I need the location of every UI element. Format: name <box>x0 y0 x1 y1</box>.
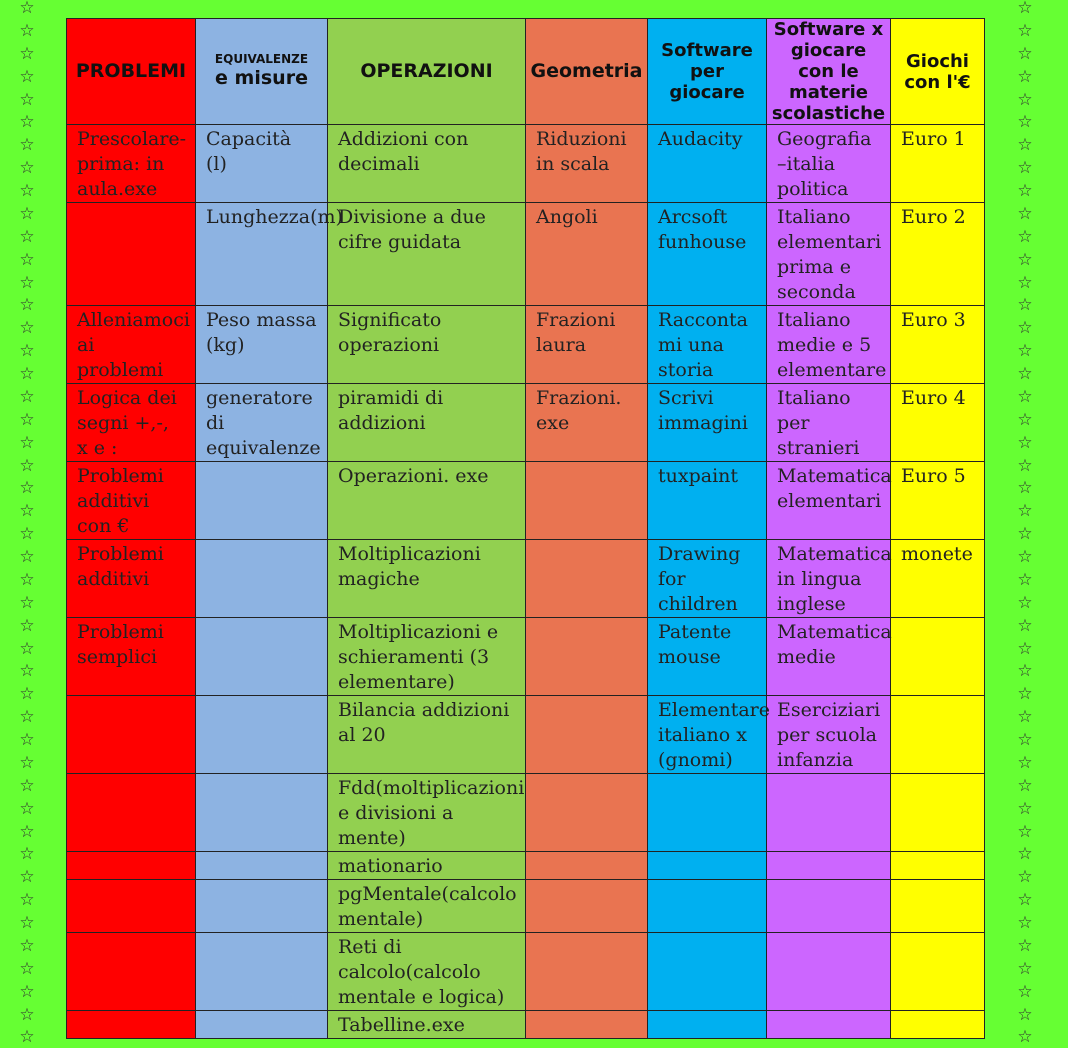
cell-operazioni: Reti di calcolo(calcolo mentale e logica) <box>328 933 526 1011</box>
cell-operazioni: Tabelline.exe <box>328 1011 526 1039</box>
cell-problemi <box>67 774 196 852</box>
cell-software-materie: Geografia –italia politica <box>767 125 891 203</box>
star-icon: ☆ <box>1017 386 1033 407</box>
star-icon: ☆ <box>1017 638 1033 659</box>
cell-geometria <box>526 774 648 852</box>
star-icon: ☆ <box>1017 20 1033 41</box>
star-icon: ☆ <box>19 638 35 659</box>
cell-software-materie: Italiano elementari prima e seconda <box>767 203 891 306</box>
star-icon: ☆ <box>1017 661 1033 682</box>
star-icon: ☆ <box>19 524 35 545</box>
star-icon: ☆ <box>1017 203 1033 224</box>
star-icon: ☆ <box>1017 455 1033 476</box>
cell-problemi: Problemi semplici <box>67 618 196 696</box>
star-icon: ☆ <box>1017 226 1033 247</box>
cell-geometria: Frazioni. exe <box>526 384 648 462</box>
star-icon: ☆ <box>1017 272 1033 293</box>
star-icon: ☆ <box>19 272 35 293</box>
cell-software-giocare: Arcsoft funhouse <box>648 203 767 306</box>
cell-equivalenze: Lunghezza(m) <box>196 203 328 306</box>
cell-software-materie <box>767 1011 891 1039</box>
star-icon: ☆ <box>19 0 35 18</box>
cell-geometria: Riduzioni in scala <box>526 125 648 203</box>
cell-equivalenze <box>196 462 328 540</box>
cell-problemi <box>67 852 196 880</box>
star-icon: ☆ <box>1017 592 1033 613</box>
star-icon: ☆ <box>1017 432 1033 453</box>
star-icon: ☆ <box>1017 43 1033 64</box>
star-icon: ☆ <box>1017 569 1033 590</box>
cell-operazioni: Significato operazioni <box>328 306 526 384</box>
cell-geometria <box>526 696 648 774</box>
star-icon: ☆ <box>1017 730 1033 750</box>
cell-equivalenze <box>196 933 328 1011</box>
header-operazioni: OPERAZIONI <box>328 19 526 125</box>
cell-equivalenze <box>196 618 328 696</box>
star-icon: ☆ <box>19 1004 35 1025</box>
cell-software-giocare <box>648 852 767 880</box>
cell-giochi-euro: Euro 1 <box>891 125 985 203</box>
cell-giochi-euro <box>891 933 985 1011</box>
header-equivalenze-bottom: e misure <box>215 67 308 89</box>
header-software-giocare: Software per giocare <box>648 19 767 125</box>
star-icon: ☆ <box>19 821 35 842</box>
star-icon: ☆ <box>19 43 35 64</box>
table-row <box>67 306 985 384</box>
cell-giochi-euro: Euro 2 <box>891 203 985 306</box>
star-icon: ☆ <box>1017 890 1033 911</box>
star-icon: ☆ <box>19 707 35 728</box>
star-icon: ☆ <box>19 501 35 522</box>
table-row <box>67 203 985 306</box>
right-star-border <box>1010 0 1040 1048</box>
star-icon: ☆ <box>1017 249 1033 270</box>
table-row <box>67 540 985 618</box>
star-icon: ☆ <box>1017 112 1033 133</box>
cell-software-giocare <box>648 933 767 1011</box>
star-icon: ☆ <box>1017 66 1033 87</box>
table-row <box>67 462 985 540</box>
cell-giochi-euro <box>891 618 985 696</box>
star-icon: ☆ <box>19 775 35 796</box>
star-icon: ☆ <box>19 981 35 1002</box>
header-giochi-euro: Giochi con l'€ <box>891 19 985 125</box>
star-icon: ☆ <box>19 226 35 247</box>
star-icon: ☆ <box>19 798 35 819</box>
star-icon: ☆ <box>1017 547 1033 567</box>
cell-software-giocare: Patente mouse <box>648 618 767 696</box>
cell-giochi-euro: monete <box>891 540 985 618</box>
cell-giochi-euro: Euro 3 <box>891 306 985 384</box>
table-row <box>67 852 985 880</box>
cell-problemi: Logica dei segni +,-, x e : <box>67 384 196 462</box>
cell-equivalenze: Capacità (l) <box>196 125 328 203</box>
star-icon: ☆ <box>1017 615 1033 636</box>
star-icon: ☆ <box>1017 981 1033 1002</box>
star-icon: ☆ <box>19 935 35 956</box>
cell-software-materie <box>767 852 891 880</box>
cell-software-giocare: Elementare italiano x (gnomi) <box>648 696 767 774</box>
star-icon: ☆ <box>1017 798 1033 819</box>
table-row <box>67 880 985 933</box>
header-problemi: PROBLEMI <box>67 19 196 125</box>
left-star-border <box>12 0 42 1048</box>
star-icon: ☆ <box>19 249 35 270</box>
star-icon: ☆ <box>1017 364 1033 384</box>
cell-software-materie: Matematica medie <box>767 618 891 696</box>
star-icon: ☆ <box>19 386 35 407</box>
star-icon: ☆ <box>1017 341 1033 362</box>
cell-operazioni: Operazioni. exe <box>328 462 526 540</box>
star-icon: ☆ <box>19 913 35 933</box>
star-icon: ☆ <box>19 66 35 87</box>
star-icon: ☆ <box>19 547 35 567</box>
cell-software-giocare <box>648 1011 767 1039</box>
star-icon: ☆ <box>1017 935 1033 956</box>
star-icon: ☆ <box>19 112 35 133</box>
table-row <box>67 933 985 1011</box>
cell-geometria: Angoli <box>526 203 648 306</box>
cell-equivalenze <box>196 774 328 852</box>
star-icon: ☆ <box>19 569 35 590</box>
cell-giochi-euro <box>891 880 985 933</box>
cell-problemi <box>67 933 196 1011</box>
cell-software-materie: Matematica in lingua inglese <box>767 540 891 618</box>
cell-software-materie: Matematica elementari <box>767 462 891 540</box>
star-icon: ☆ <box>19 409 35 430</box>
cell-operazioni: Moltiplicazioni magiche <box>328 540 526 618</box>
header-row <box>67 19 985 125</box>
star-icon: ☆ <box>1017 501 1033 522</box>
star-icon: ☆ <box>1017 0 1033 18</box>
star-icon: ☆ <box>19 1027 35 1048</box>
cell-problemi <box>67 696 196 774</box>
cell-problemi: Problemi additivi con € <box>67 462 196 540</box>
star-icon: ☆ <box>1017 478 1033 499</box>
star-icon: ☆ <box>1017 524 1033 545</box>
table-row <box>67 1011 985 1039</box>
cell-software-giocare <box>648 880 767 933</box>
star-icon: ☆ <box>1017 844 1033 865</box>
cell-equivalenze: generatore di equivalenze <box>196 384 328 462</box>
cell-equivalenze <box>196 852 328 880</box>
star-icon: ☆ <box>19 432 35 453</box>
cell-problemi <box>67 203 196 306</box>
star-icon: ☆ <box>19 615 35 636</box>
cell-geometria <box>526 1011 648 1039</box>
cell-software-materie <box>767 880 891 933</box>
cell-problemi <box>67 880 196 933</box>
cell-geometria <box>526 462 648 540</box>
star-icon: ☆ <box>19 455 35 476</box>
cell-operazioni: pgMentale(calcolo mentale) <box>328 880 526 933</box>
cell-problemi <box>67 1011 196 1039</box>
star-icon: ☆ <box>1017 158 1033 179</box>
star-icon: ☆ <box>1017 821 1033 842</box>
star-icon: ☆ <box>1017 913 1033 933</box>
cell-giochi-euro: Euro 4 <box>891 384 985 462</box>
cell-geometria <box>526 540 648 618</box>
star-icon: ☆ <box>19 364 35 384</box>
star-icon: ☆ <box>19 890 35 911</box>
cell-operazioni: Divisione a due cifre guidata <box>328 203 526 306</box>
star-icon: ☆ <box>19 684 35 705</box>
star-icon: ☆ <box>1017 318 1033 339</box>
cell-giochi-euro: Euro 5 <box>891 462 985 540</box>
cell-equivalenze <box>196 1011 328 1039</box>
star-icon: ☆ <box>19 158 35 179</box>
cell-operazioni: piramidi di addizioni <box>328 384 526 462</box>
star-icon: ☆ <box>19 181 35 201</box>
star-icon: ☆ <box>1017 295 1033 316</box>
star-icon: ☆ <box>1017 707 1033 728</box>
star-icon: ☆ <box>19 592 35 613</box>
star-icon: ☆ <box>1017 409 1033 430</box>
cell-equivalenze <box>196 696 328 774</box>
header-equivalenze-top: EQUIVALENZE <box>214 52 309 66</box>
cell-geometria <box>526 618 648 696</box>
cell-geometria <box>526 852 648 880</box>
cell-giochi-euro <box>891 852 985 880</box>
star-icon: ☆ <box>1017 135 1033 156</box>
star-icon: ☆ <box>19 89 35 110</box>
table-row <box>67 125 985 203</box>
cell-software-materie: Italiano medie e 5 elementare <box>767 306 891 384</box>
header-equivalenze <box>196 19 328 125</box>
star-icon: ☆ <box>1017 752 1033 773</box>
cell-problemi: Prescolare-prima: in aula.exe <box>67 125 196 203</box>
cell-equivalenze: Peso massa (kg) <box>196 306 328 384</box>
star-icon: ☆ <box>19 661 35 682</box>
star-icon: ☆ <box>19 20 35 41</box>
cell-operazioni: mationario <box>328 852 526 880</box>
cell-operazioni: Addizioni con decimali <box>328 125 526 203</box>
star-icon: ☆ <box>1017 1027 1033 1048</box>
cell-software-giocare: tuxpaint <box>648 462 767 540</box>
cell-software-materie <box>767 774 891 852</box>
cell-geometria: Frazioni laura <box>526 306 648 384</box>
header-geometria: Geometria <box>526 19 648 125</box>
cell-giochi-euro <box>891 774 985 852</box>
cell-software-giocare: Racconta mi una storia <box>648 306 767 384</box>
table-row <box>67 696 985 774</box>
star-icon: ☆ <box>19 478 35 499</box>
star-icon: ☆ <box>19 958 35 979</box>
star-icon: ☆ <box>19 867 35 888</box>
table-row <box>67 774 985 852</box>
star-icon: ☆ <box>1017 1004 1033 1025</box>
star-icon: ☆ <box>1017 775 1033 796</box>
star-icon: ☆ <box>19 203 35 224</box>
cell-giochi-euro <box>891 1011 985 1039</box>
star-icon: ☆ <box>1017 958 1033 979</box>
cell-geometria <box>526 880 648 933</box>
software-table <box>66 18 985 1039</box>
header-software-materie: Software x giocare con le materie scolastiche <box>767 19 891 125</box>
star-icon: ☆ <box>19 730 35 750</box>
cell-operazioni: Moltiplicazioni e schieramenti (3 elementare) <box>328 618 526 696</box>
cell-software-materie <box>767 933 891 1011</box>
star-icon: ☆ <box>19 295 35 316</box>
star-icon: ☆ <box>19 752 35 773</box>
cell-operazioni: Bilancia addizioni al 20 <box>328 696 526 774</box>
cell-equivalenze <box>196 540 328 618</box>
cell-software-materie: Eserciziari per scuola infanzia <box>767 696 891 774</box>
cell-software-giocare: Audacity <box>648 125 767 203</box>
cell-operazioni: Fdd(moltiplicazioni e divisioni a mente) <box>328 774 526 852</box>
cell-problemi: Problemi additivi <box>67 540 196 618</box>
cell-giochi-euro <box>891 696 985 774</box>
cell-software-materie: Italiano per stranieri <box>767 384 891 462</box>
star-icon: ☆ <box>1017 181 1033 201</box>
star-icon: ☆ <box>19 318 35 339</box>
cell-geometria <box>526 933 648 1011</box>
cell-problemi: Alleniamoci ai problemi <box>67 306 196 384</box>
cell-software-giocare: Scrivi immagini <box>648 384 767 462</box>
star-icon: ☆ <box>1017 684 1033 705</box>
star-icon: ☆ <box>1017 89 1033 110</box>
table-row <box>67 618 985 696</box>
cell-software-giocare: Drawing for children <box>648 540 767 618</box>
star-icon: ☆ <box>1017 867 1033 888</box>
star-icon: ☆ <box>19 341 35 362</box>
table-row <box>67 384 985 462</box>
star-icon: ☆ <box>19 844 35 865</box>
cell-software-giocare <box>648 774 767 852</box>
cell-equivalenze <box>196 880 328 933</box>
star-icon: ☆ <box>19 135 35 156</box>
